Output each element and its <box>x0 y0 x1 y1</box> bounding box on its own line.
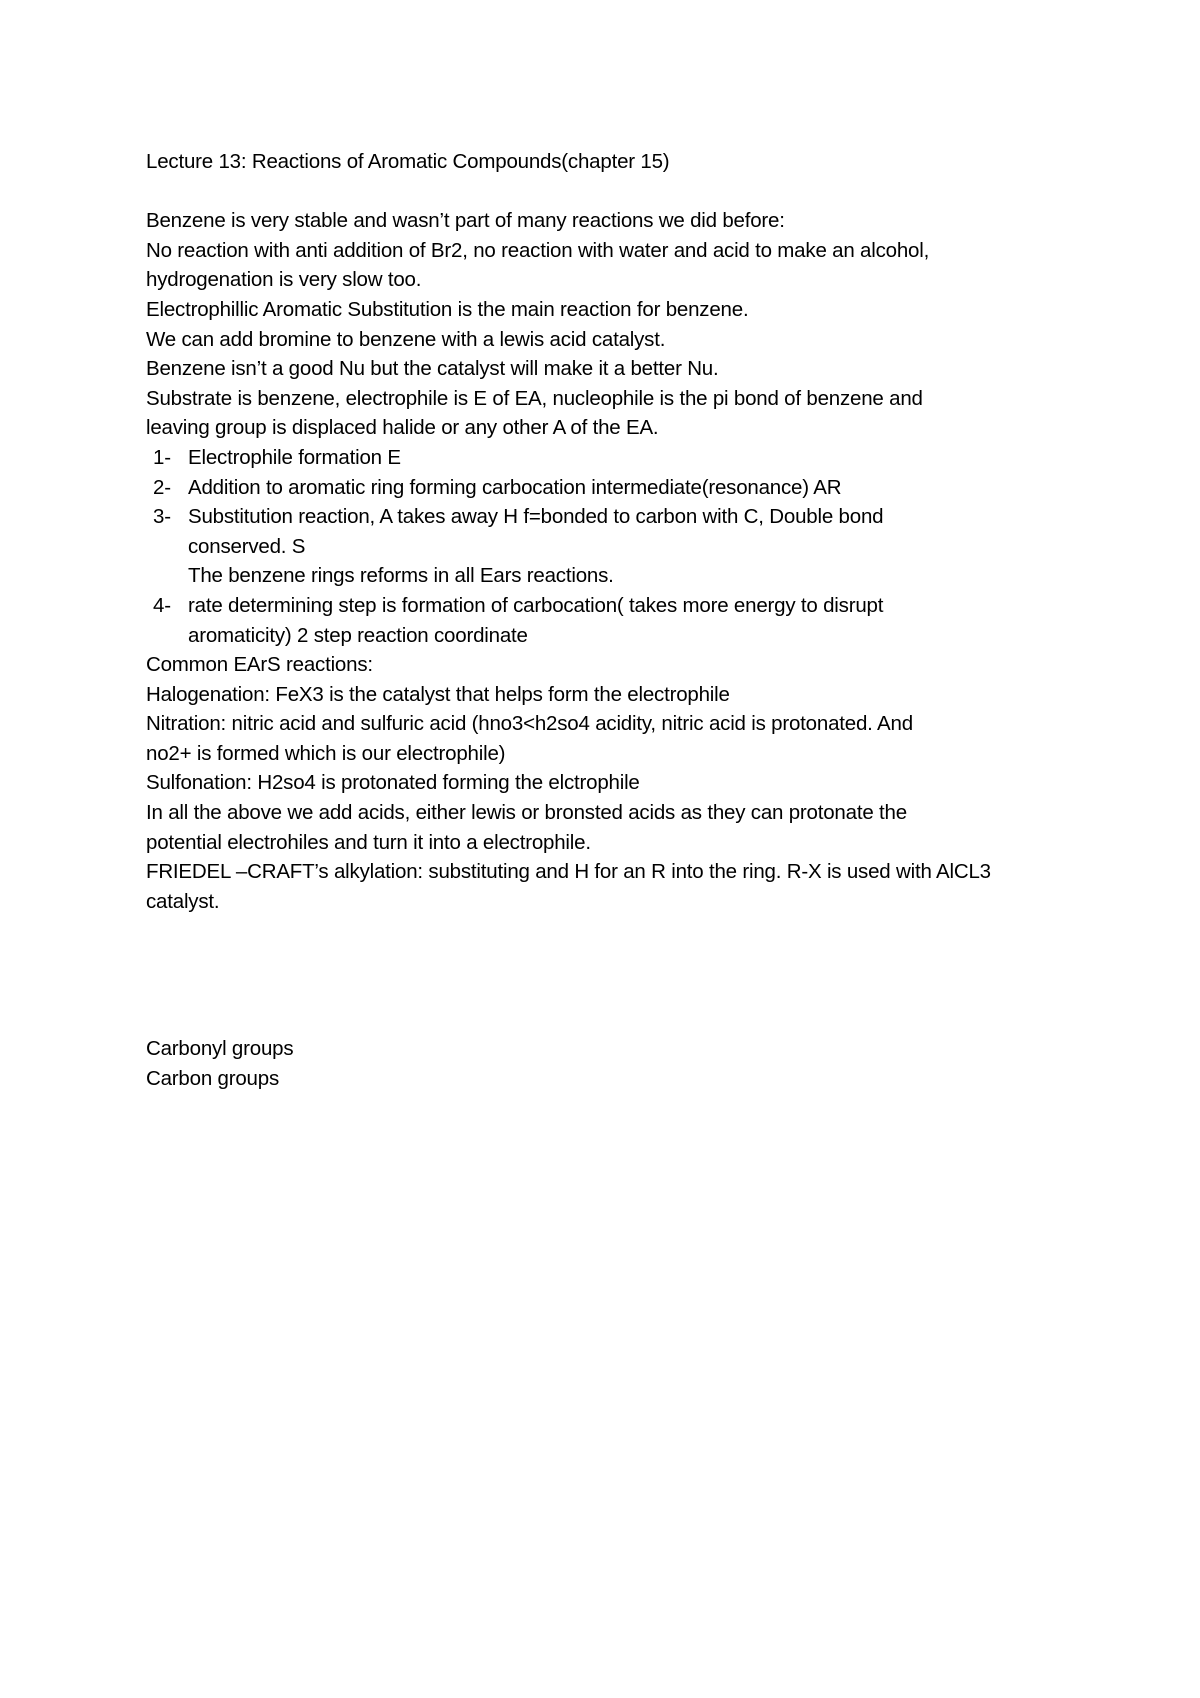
list-item-text: Substitution reaction, A takes away H f=bonded to carbon with C, Double bond <box>188 505 884 529</box>
common-line: Halogenation: FeX3 is the catalyst that helps form the electrophile <box>146 682 730 706</box>
list-item-number: 1- <box>153 445 171 469</box>
common-line: catalyst. <box>146 889 220 913</box>
list-note <box>146 561 1076 591</box>
list-item-text: rate determining step is formation of carbocation( takes more energy to disrupt <box>188 593 884 617</box>
intro-line: leaving group is displaced halide or any other A of the EA. <box>146 416 659 440</box>
list-item-text: Electrophile formation E <box>188 445 401 469</box>
intro-line: hydrogenation is very slow too. <box>146 268 422 292</box>
intro-line: Substrate is benzene, electrophile is E of EA, nucleophile is the pi bond of benzene and <box>146 386 923 410</box>
list-item <box>146 473 1076 503</box>
intro-line: We can add bromine to benzene with a lewis acid catalyst. <box>146 327 666 351</box>
common-line: Nitration: nitric acid and sulfuric acid (hno3<h2so4 acidity, nitric acid is protonated. And <box>146 712 913 736</box>
document-title: Lecture 13: Reactions of Aromatic Compounds(chapter 15) <box>146 150 670 173</box>
blank-space <box>146 916 1076 1034</box>
common-line: Sulfonation: H2so4 is protonated forming the elctrophile <box>146 771 640 795</box>
common-line: no2+ is formed which is our electrophile) <box>146 741 506 765</box>
steps-list <box>146 443 1076 650</box>
intro-line: Benzene isn’t a good Nu but the catalyst will make it a better Nu. <box>146 357 719 381</box>
list-item-text: conserved. S <box>188 534 306 558</box>
common-reactions-paragraph <box>146 650 1076 916</box>
document-body <box>146 147 1076 1094</box>
list-item-text: aromaticity) 2 step reaction coordinate <box>188 623 528 647</box>
footer-line: Carbonyl groups <box>146 1037 294 1061</box>
intro-line: Benzene is very stable and wasn’t part of many reactions we did before: <box>146 209 785 233</box>
common-line: potential electrohiles and turn it into a electrophile. <box>146 830 591 854</box>
list-item <box>146 443 1076 473</box>
list-item <box>146 502 1076 561</box>
intro-line: No reaction with anti addition of Br2, no reaction with water and acid to make an alcohol, <box>146 238 930 262</box>
list-item-text: Addition to aromatic ring forming carbocation intermediate(resonance) AR <box>188 475 842 499</box>
list-item <box>146 591 1076 650</box>
footer-notes <box>146 1034 1076 1093</box>
list-note-text: The benzene rings reforms in all Ears reactions. <box>188 564 614 588</box>
common-line: Common EArS reactions: <box>146 653 373 677</box>
intro-line: Electrophillic Aromatic Substitution is the main reaction for benzene. <box>146 297 749 321</box>
list-item-number: 3- <box>153 505 171 529</box>
list-item-number: 2- <box>153 475 171 499</box>
list-item-number: 4- <box>153 593 171 617</box>
footer-line: Carbon groups <box>146 1067 280 1091</box>
common-line: In all the above we add acids, either lewis or bronsted acids as they can protonate the <box>146 801 907 825</box>
intro-paragraph <box>146 206 1076 443</box>
common-line: FRIEDEL –CRAFT’s alkylation: substituting and H for an R into the ring. R-X is used with AlCL3 <box>146 860 991 884</box>
